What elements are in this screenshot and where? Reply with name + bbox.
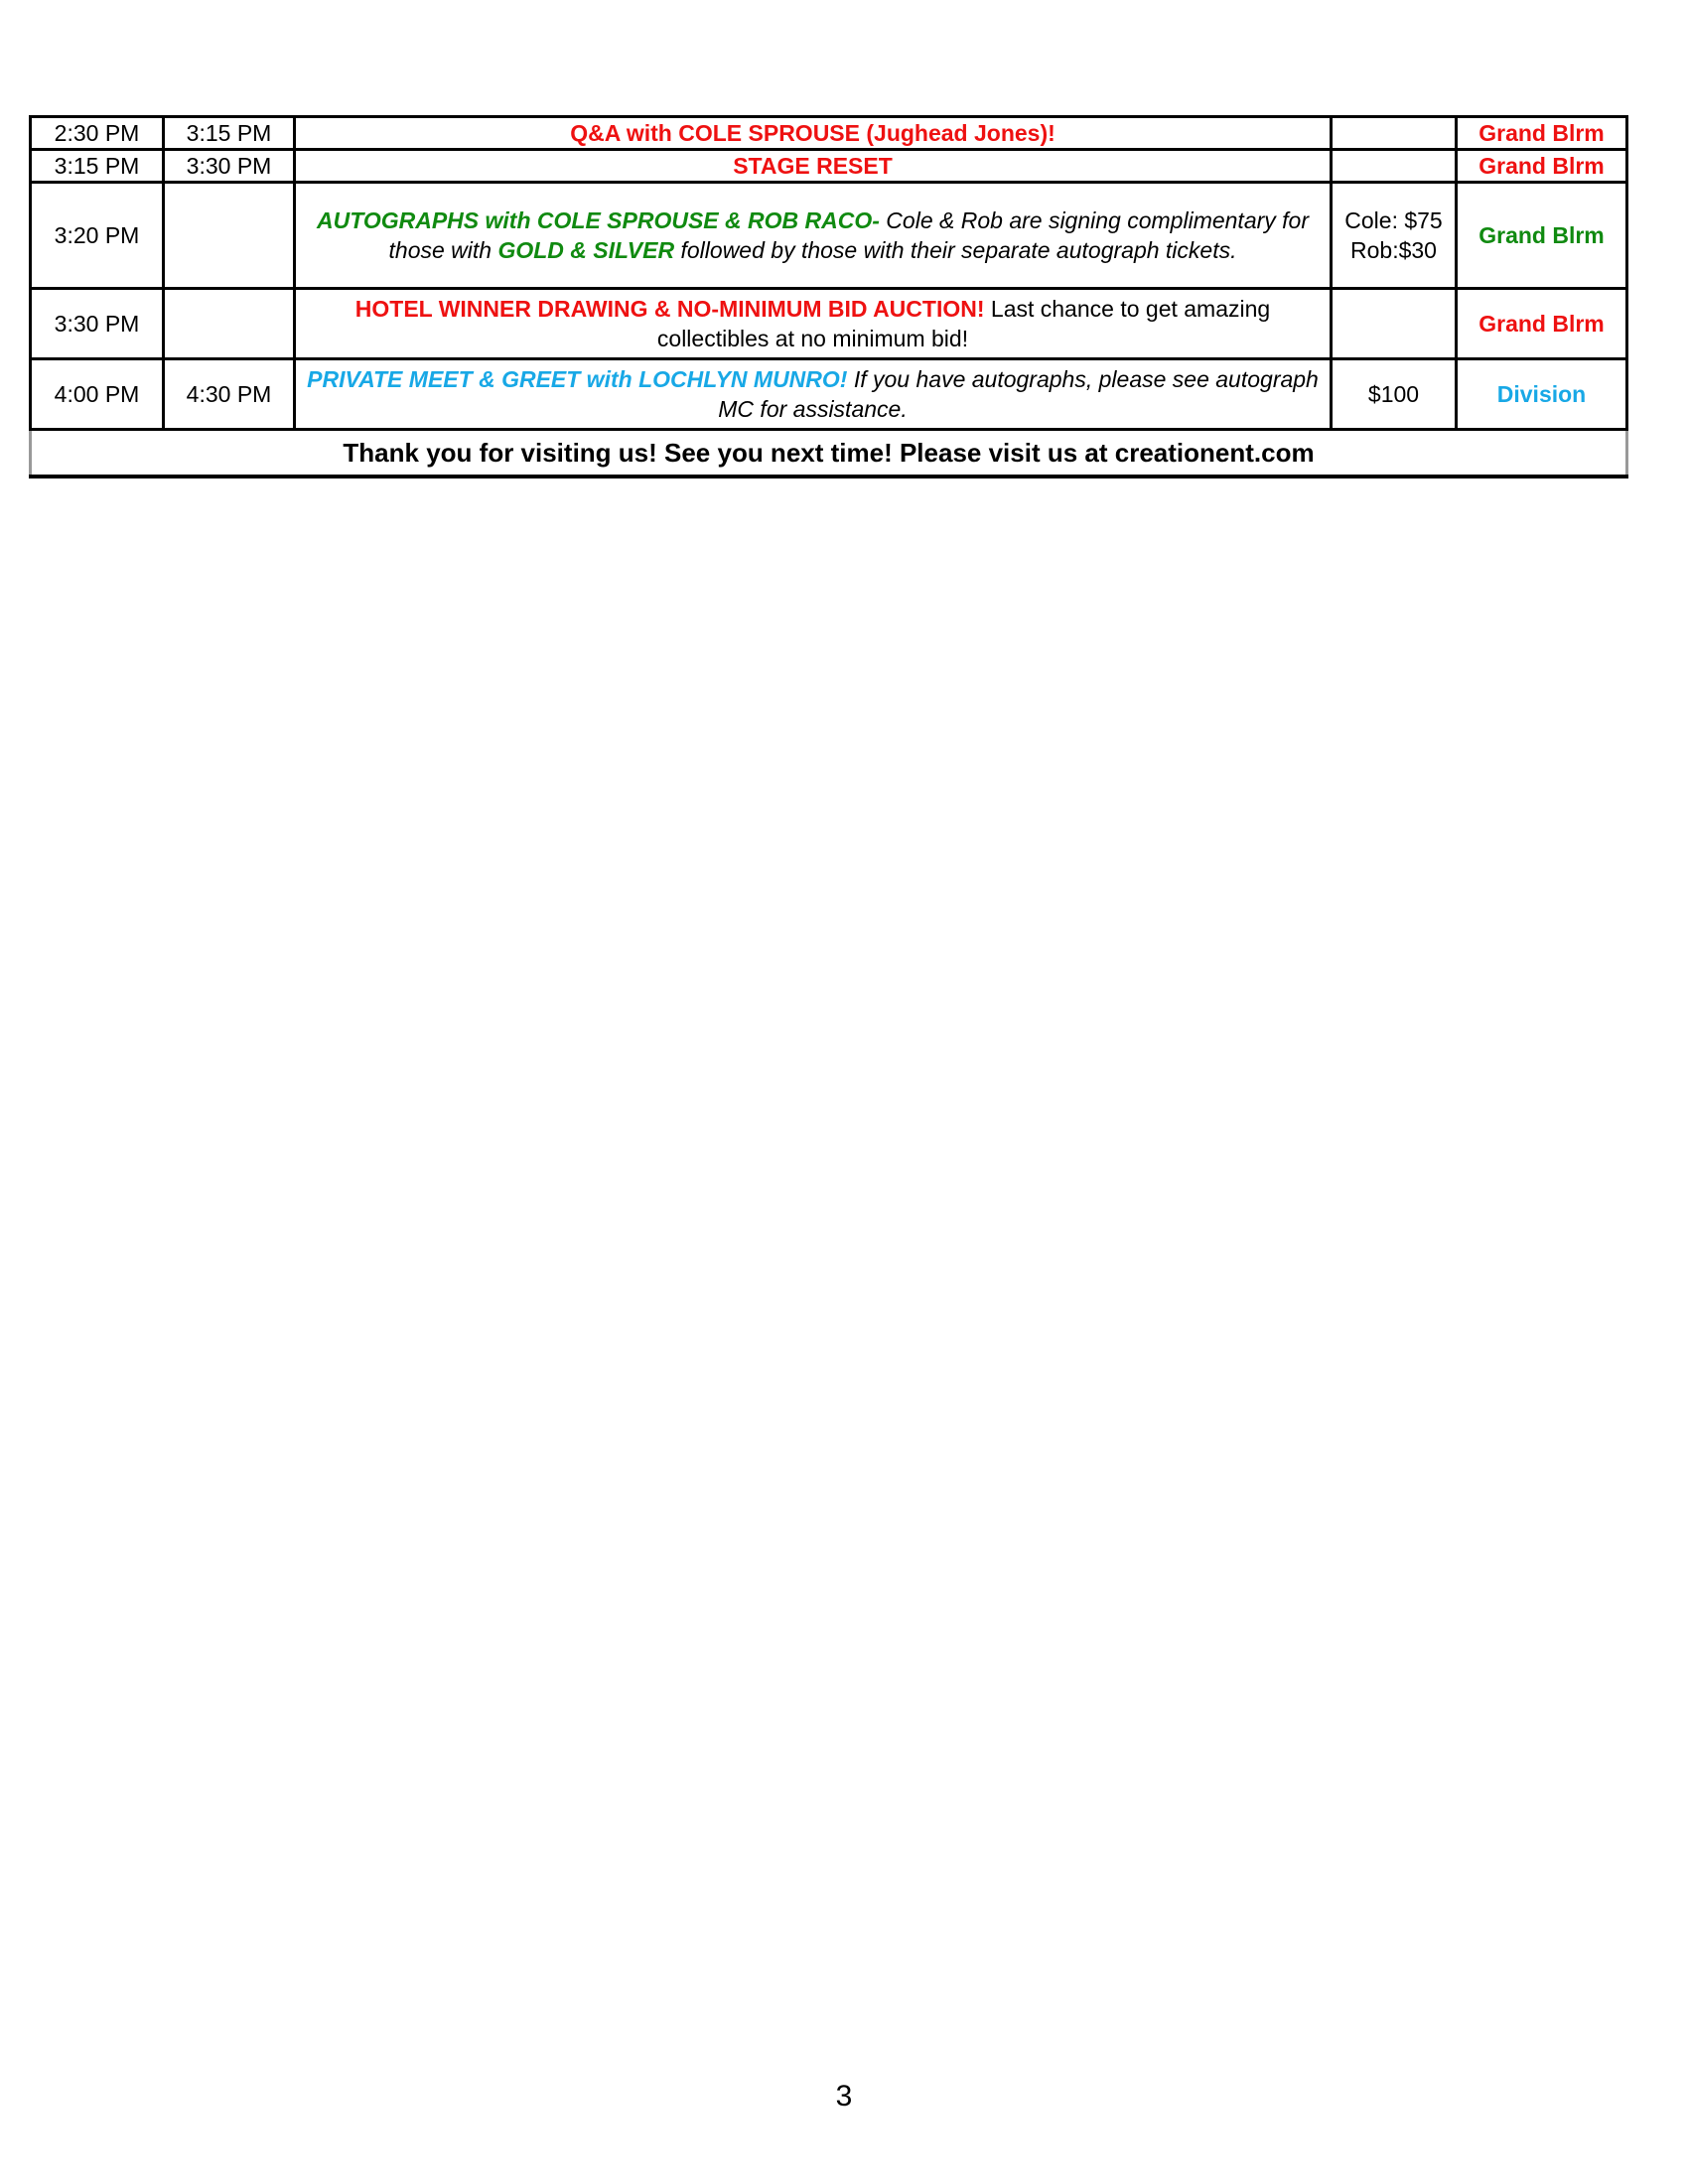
event-description bbox=[295, 150, 1332, 183]
price: $100 bbox=[1332, 359, 1457, 430]
end-time bbox=[164, 289, 295, 359]
schedule-row bbox=[31, 117, 1627, 150]
schedule-row bbox=[31, 289, 1627, 359]
location: Grand Blrm bbox=[1457, 150, 1627, 183]
event-detail: Cole & Rob are signing complimentary for those with bbox=[388, 207, 1310, 263]
end-time: 4:30 PM bbox=[164, 359, 295, 430]
schedule-row bbox=[31, 183, 1627, 289]
location: Division bbox=[1457, 359, 1627, 430]
event-title: AUTOGRAPHS with COLE SPROUSE & ROB RACO- bbox=[316, 207, 880, 233]
event-detail: Last chance to get amazing collectibles at no minimum bid! bbox=[656, 296, 1271, 351]
price bbox=[1332, 289, 1457, 359]
price bbox=[1332, 150, 1457, 183]
schedule-table bbox=[29, 115, 1628, 478]
schedule-row bbox=[31, 150, 1627, 183]
end-time: 3:30 PM bbox=[164, 150, 295, 183]
price bbox=[1332, 183, 1457, 289]
location: Grand Blrm bbox=[1457, 183, 1627, 289]
event-title: PRIVATE MEET & GREET with LOCHLYN MUNRO! bbox=[307, 366, 848, 392]
event-description bbox=[295, 289, 1332, 359]
start-time: 4:00 PM bbox=[31, 359, 164, 430]
event-title: STAGE RESET bbox=[733, 153, 893, 179]
event-detail: followed by those with their separate autograph tickets. bbox=[674, 237, 1237, 263]
event-description bbox=[295, 117, 1332, 150]
event-detail: If you have autographs, please see autograph MC for assistance. bbox=[718, 366, 1319, 422]
footer-message: Thank you for visiting us! See you next time! Please visit us at creationent.com bbox=[31, 430, 1627, 478]
location: Grand Blrm bbox=[1457, 289, 1627, 359]
event-title: Q&A with COLE SPROUSE (Jughead Jones)! bbox=[570, 120, 1055, 146]
location: Grand Blrm bbox=[1457, 117, 1627, 150]
page-number: 3 bbox=[835, 2080, 853, 2113]
end-time: 3:15 PM bbox=[164, 117, 295, 150]
end-time bbox=[164, 183, 295, 289]
event-description bbox=[295, 183, 1332, 289]
start-time: 3:15 PM bbox=[31, 150, 164, 183]
start-time: 3:30 PM bbox=[31, 289, 164, 359]
start-time: 2:30 PM bbox=[31, 117, 164, 150]
footer-row bbox=[31, 430, 1627, 478]
price-line: Rob:$30 bbox=[1350, 237, 1437, 263]
event-title: HOTEL WINNER DRAWING & NO-MINIMUM BID AUCTION! bbox=[354, 296, 985, 322]
ticket-tier-highlight: GOLD & SILVER bbox=[497, 237, 675, 263]
event-description bbox=[295, 359, 1332, 430]
start-time: 3:20 PM bbox=[31, 183, 164, 289]
schedule-row bbox=[31, 359, 1627, 430]
price bbox=[1332, 117, 1457, 150]
price-line: Cole: $75 bbox=[1344, 207, 1443, 233]
